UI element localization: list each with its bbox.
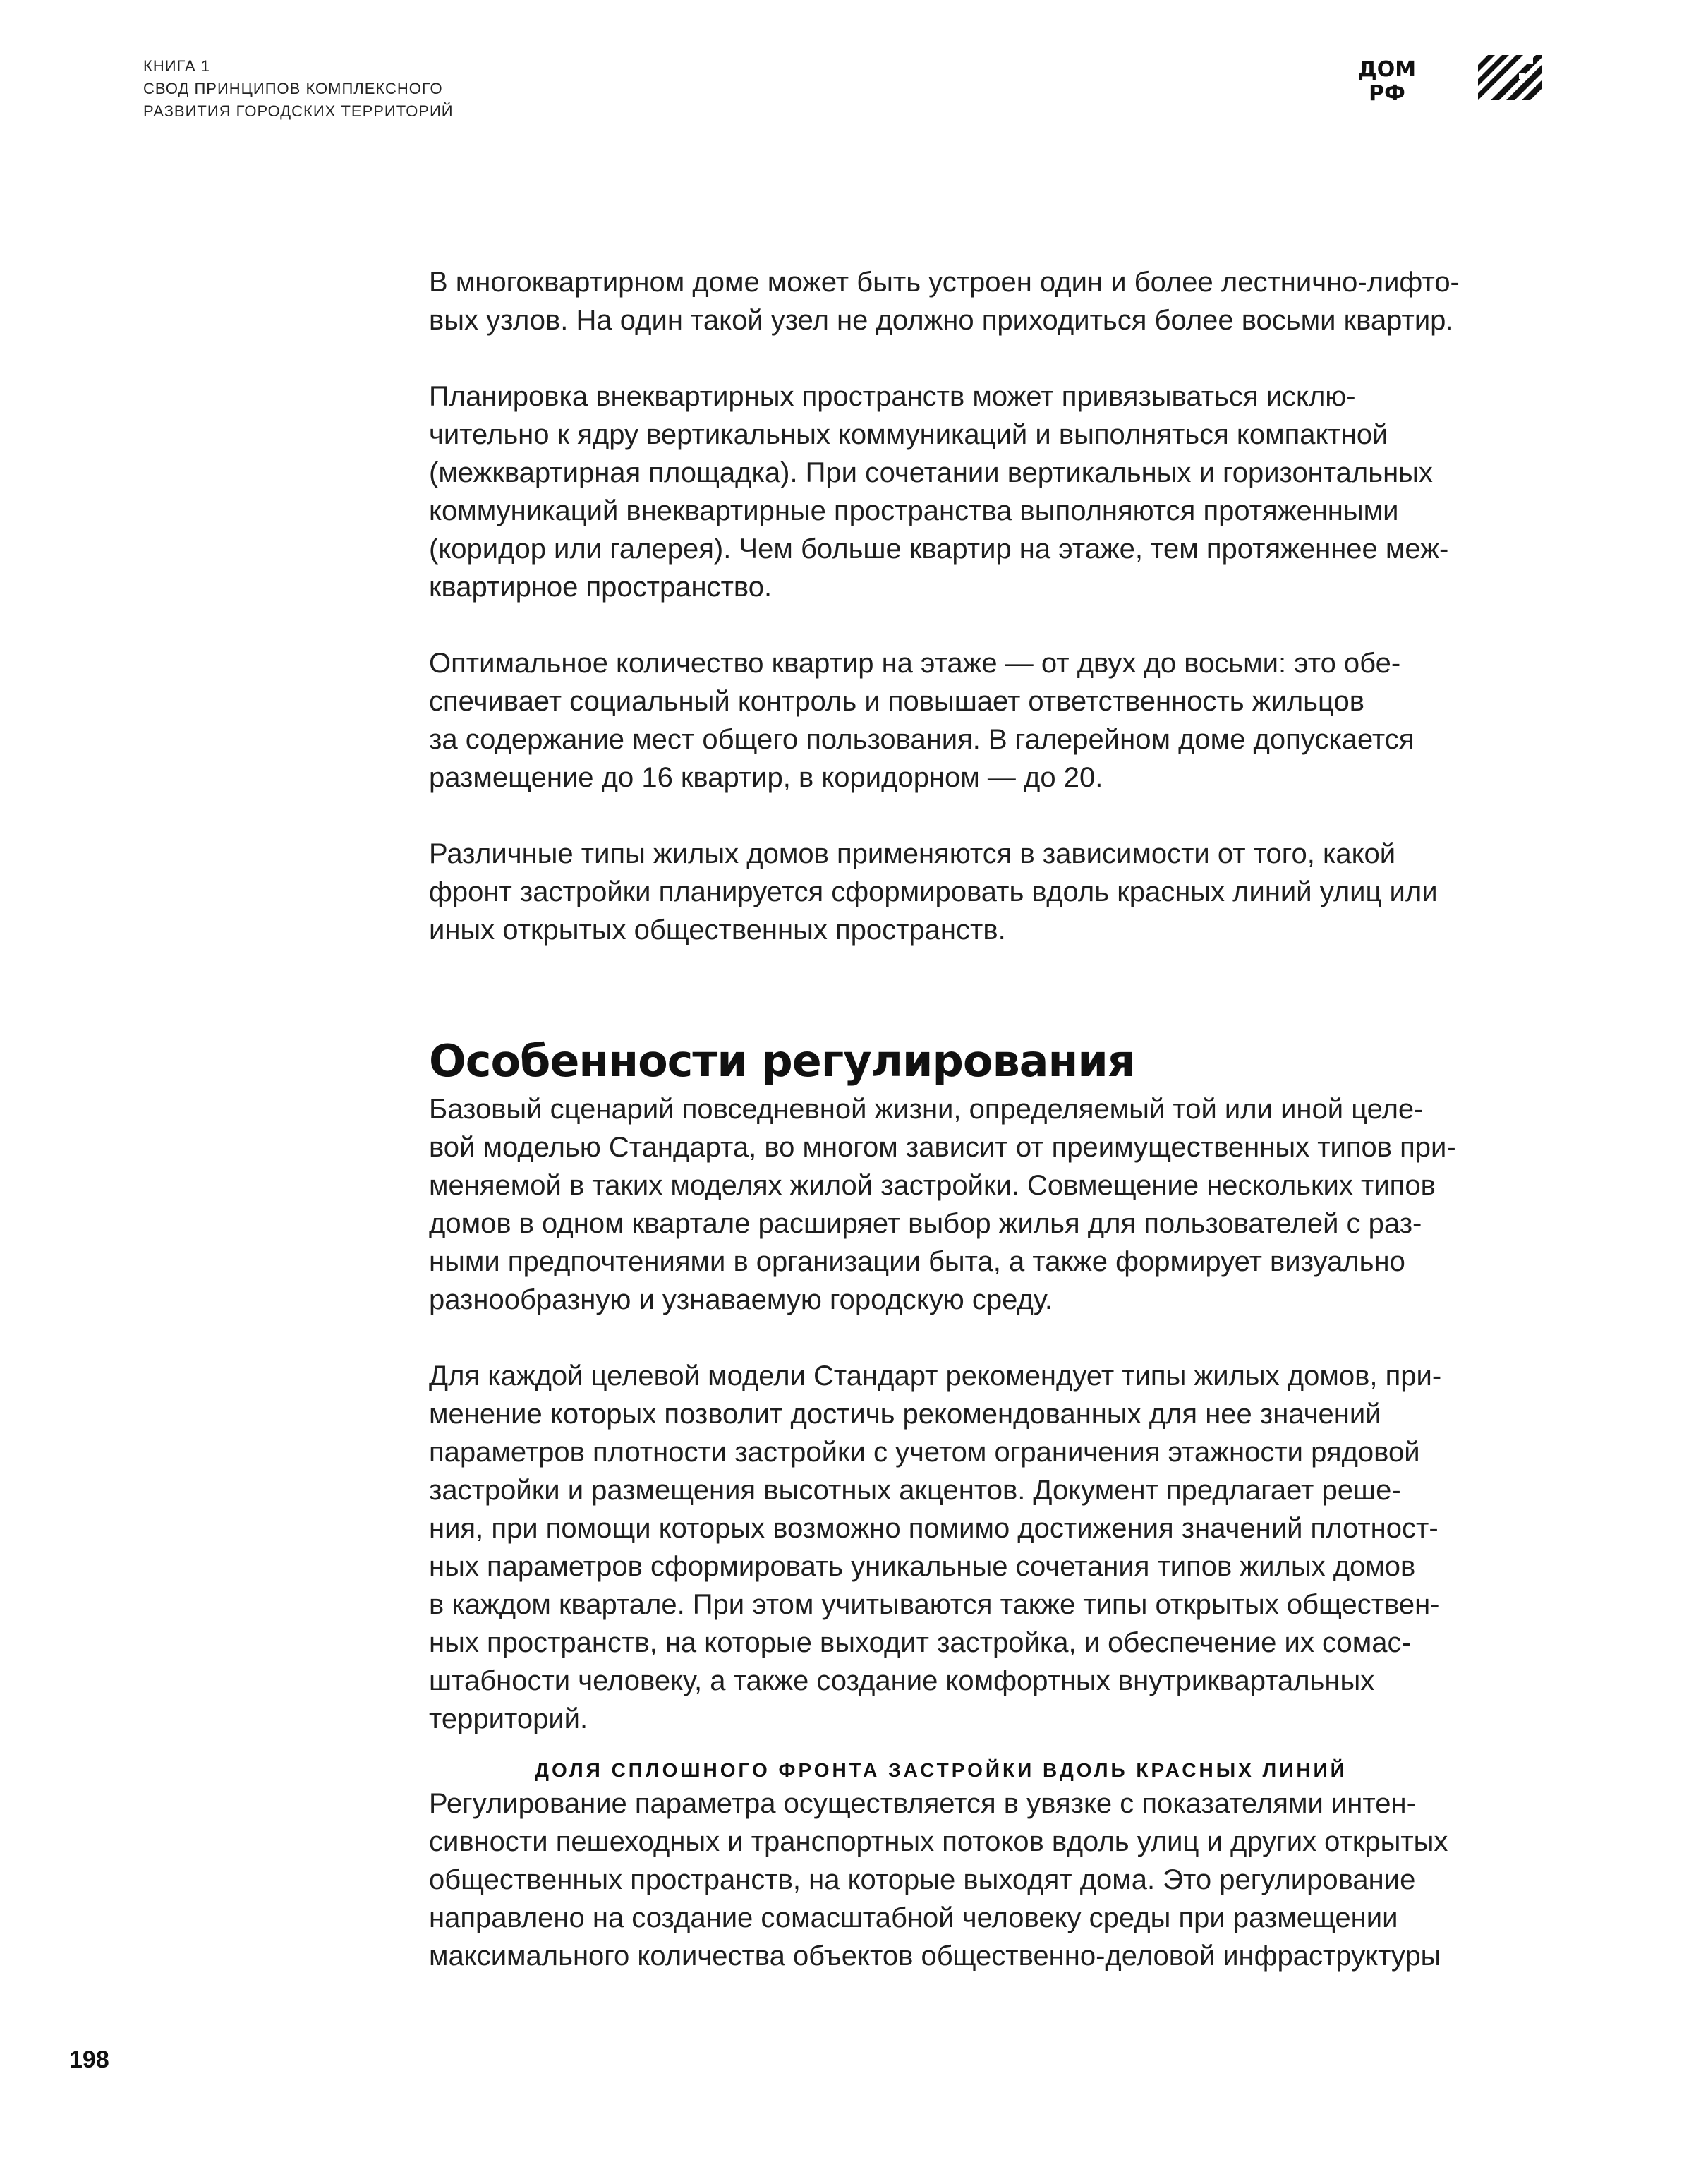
text-line: (межквартирная площадка). При сочетании вертикальных и горизонтальных bbox=[429, 457, 1433, 488]
book-label: КНИГА 1 bbox=[143, 57, 210, 75]
text-line: разнообразную и узнаваемую городскую среду. bbox=[429, 1284, 1053, 1315]
text-line: Планировка внеквартирных пространств может привязываться исклю- bbox=[429, 381, 1356, 412]
text-line: менение которых позволит достичь рекомендованных для нее значений bbox=[429, 1399, 1381, 1430]
text-line: (коридор или галерея). Чем больше квартир на этаже, тем протяженнее меж- bbox=[429, 533, 1449, 565]
text-line: фронт застройки планируется сформировать вдоль красных линий улиц или bbox=[429, 876, 1438, 907]
text-line: Различные типы жилых домов применяются в зависимости от того, какой bbox=[429, 838, 1396, 869]
text-line: общественных пространств, на которые выходят дома. Это регулирование bbox=[429, 1864, 1416, 1895]
svg-text:ДОМ: ДОМ bbox=[1358, 57, 1416, 82]
text-line: штабности человеку, а также создание комфортных внутриквартальных bbox=[429, 1665, 1375, 1696]
paragraph-5 bbox=[429, 1090, 1530, 1319]
text-line: квартирное пространство. bbox=[429, 572, 773, 603]
subheading: ДОЛЯ СПЛОШНОГО ФРОНТА ЗАСТРОЙКИ ВДОЛЬ КРАСНЫХ ЛИНИЙ bbox=[535, 1759, 1347, 1781]
text-line: Для каждой целевой модели Стандарт рекомендует типы жилых домов, при- bbox=[429, 1360, 1442, 1392]
paragraph-4 bbox=[429, 835, 1530, 949]
text-line: меняемой в таких моделях жилой застройки. Совмещение нескольких типов bbox=[429, 1170, 1436, 1201]
paragraph-2 bbox=[429, 378, 1530, 606]
text-line: чительно к ядру вертикальных коммуникаций и выполняться компактной bbox=[429, 419, 1388, 450]
book-title-line-2: РАЗВИТИЯ ГОРОДСКИХ ТЕРРИТОРИЙ bbox=[143, 102, 454, 120]
text-line: параметров плотности застройки с учетом ограничения этажности рядовой bbox=[429, 1437, 1420, 1468]
paragraph-3 bbox=[429, 644, 1530, 797]
text-line: направлено на создание сомасштабной человеку среды при размещении bbox=[429, 1902, 1398, 1933]
section-heading: Особенности регулирования bbox=[429, 1035, 1135, 1087]
text-line: В многоквартирном доме может быть устроен один и более лестнично-лифто- bbox=[429, 267, 1460, 298]
dom-rf-logo bbox=[1358, 55, 1416, 103]
text-line: ными предпочтениями в организации быта, а также формирует визуально bbox=[429, 1246, 1405, 1277]
svg-text:РФ: РФ bbox=[1369, 81, 1405, 103]
running-head bbox=[143, 55, 454, 123]
text-line: вых узлов. На один такой узел не должно приходиться более восьми квартир. bbox=[429, 305, 1454, 336]
text-line: застройки и размещения высотных акцентов. Документ предлагает реше- bbox=[429, 1475, 1401, 1506]
body-text bbox=[429, 263, 1530, 2013]
text-line: размещение до 16 квартир, в коридорном — до 20. bbox=[429, 762, 1103, 793]
text-line: ных параметров сформировать уникальные сочетания типов жилых домов bbox=[429, 1551, 1416, 1582]
text-line: максимального количества объектов общественно-деловой инфраструктуры bbox=[429, 1940, 1441, 1972]
paragraph-6 bbox=[429, 1357, 1530, 1738]
text-line: за содержание мест общего пользования. В галерейном доме допускается bbox=[429, 724, 1415, 755]
text-line: Базовый сценарий повседневной жизни, определяемый той или иной целе- bbox=[429, 1094, 1424, 1125]
text-line: иных открытых общественных пространств. bbox=[429, 915, 1006, 946]
text-line: ных пространств, на которые выходит застройка, и обеспечение их сомас- bbox=[429, 1627, 1411, 1658]
text-line: Оптимальное количество квартир на этаже — от двух до восьми: это обе- bbox=[429, 648, 1401, 679]
text-line: вой моделью Стандарта, во многом зависит от преимущественных типов при- bbox=[429, 1132, 1456, 1163]
text-line: ния, при помощи которых возможно помимо достижения значений плотност- bbox=[429, 1513, 1439, 1544]
text-line: коммуникаций внеквартирные пространства выполняются протяженными bbox=[429, 495, 1399, 526]
pattern-logo-icon bbox=[1478, 55, 1542, 100]
paragraph-7 bbox=[429, 1785, 1530, 1975]
text-line: Регулирование параметра осуществляется в увязке с показателями интен- bbox=[429, 1788, 1416, 1819]
text-line: в каждом квартале. При этом учитываются также типы открытых обществен- bbox=[429, 1589, 1440, 1620]
text-line: спечивает социальный контроль и повышает ответственность жильцов bbox=[429, 686, 1364, 717]
page-number: 198 bbox=[69, 2046, 109, 2073]
book-title-line-1: СВОД ПРИНЦИПОВ КОМПЛЕКСНОГО bbox=[143, 80, 443, 97]
paragraph-1 bbox=[429, 263, 1530, 339]
text-line: сивности пешеходных и транспортных потоков вдоль улиц и других открытых bbox=[429, 1826, 1448, 1857]
text-line: домов в одном квартале расширяет выбор жилья для пользователей с раз- bbox=[429, 1208, 1422, 1239]
text-line: территорий. bbox=[429, 1703, 588, 1734]
